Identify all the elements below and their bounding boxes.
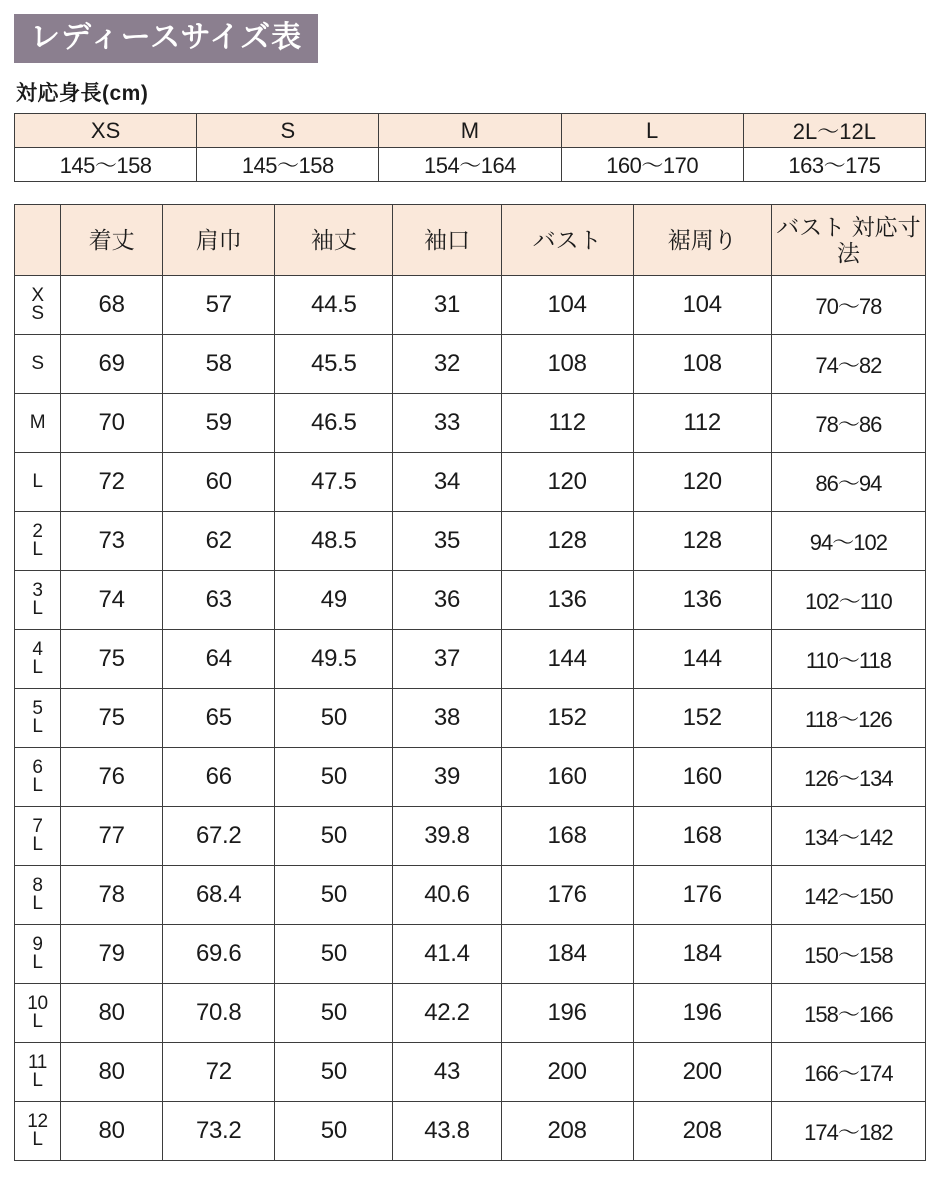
- row-header-size-line: 3: [32, 579, 43, 601]
- measurement-cell: 168: [501, 807, 633, 866]
- row-header-size: [15, 925, 61, 984]
- row-header-size-line: 6: [32, 756, 43, 778]
- page-title: レディースサイズ表: [14, 14, 318, 63]
- column-header-bust-fit: [771, 205, 925, 276]
- table-row: [15, 984, 926, 1043]
- row-header-size: [15, 984, 61, 1043]
- measurement-cell: 43.8: [393, 1102, 501, 1161]
- measurement-cell: 142〜150: [771, 866, 925, 925]
- row-header-size-line: L: [32, 834, 43, 855]
- column-header-bust-fit-line2: 対応寸法: [836, 213, 921, 266]
- measurement-cell: 35: [393, 512, 501, 571]
- row-header-size: [15, 807, 61, 866]
- row-header-size-line: L: [32, 1070, 43, 1091]
- measurement-cell: 62: [163, 512, 275, 571]
- measurement-cell: 74: [61, 571, 163, 630]
- row-header-size-line: 2: [32, 520, 43, 542]
- column-header-hem: 裾周り: [633, 205, 771, 276]
- measurement-cell: 65: [163, 689, 275, 748]
- table-header-row: [15, 205, 926, 276]
- table-row: [15, 453, 926, 512]
- row-header-size-line: 7: [32, 815, 43, 837]
- table-row: [15, 114, 926, 148]
- height-size-header: L: [561, 114, 743, 148]
- row-header-size: [15, 335, 61, 394]
- measurement-cell: 150〜158: [771, 925, 925, 984]
- measurement-cell: 50: [275, 1102, 393, 1161]
- column-header-length: 着丈: [61, 205, 163, 276]
- measurement-cell: 200: [501, 1043, 633, 1102]
- table-row: [15, 866, 926, 925]
- measurement-cell: 64: [163, 630, 275, 689]
- measurement-cell: 40.6: [393, 866, 501, 925]
- row-header-size-line: S: [31, 303, 44, 324]
- table-row: [15, 1043, 926, 1102]
- row-header-size-line: M: [29, 411, 46, 433]
- row-header-size: [15, 689, 61, 748]
- measurement-cell: 50: [275, 748, 393, 807]
- row-header-size-line: L: [32, 598, 43, 619]
- measurement-cell: 58: [163, 335, 275, 394]
- row-header-size-line: L: [32, 470, 43, 492]
- measurement-cell: 128: [633, 512, 771, 571]
- measurement-cell: 108: [501, 335, 633, 394]
- measurement-cell: 112: [633, 394, 771, 453]
- measurement-cell: 50: [275, 807, 393, 866]
- height-table: [14, 113, 926, 182]
- measurement-cell: 69: [61, 335, 163, 394]
- row-header-size-line: L: [32, 775, 43, 796]
- measurement-cell: 31: [393, 276, 501, 335]
- measurement-section: [14, 204, 926, 1161]
- table-row: [15, 276, 926, 335]
- measurement-cell: 73: [61, 512, 163, 571]
- measurement-cell: 74〜82: [771, 335, 925, 394]
- measurement-cell: 152: [633, 689, 771, 748]
- row-header-size: [15, 571, 61, 630]
- measurement-cell: 166〜174: [771, 1043, 925, 1102]
- table-row: [15, 925, 926, 984]
- measurement-cell: 34: [393, 453, 501, 512]
- height-section-label: 対応身長(cm): [16, 82, 149, 105]
- measurement-cell: 41.4: [393, 925, 501, 984]
- measurement-cell: 47.5: [275, 453, 393, 512]
- measurement-cell: 120: [633, 453, 771, 512]
- row-header-size: [15, 748, 61, 807]
- row-header-size-line: 12: [27, 1110, 48, 1132]
- measurement-cell: 46.5: [275, 394, 393, 453]
- measurement-cell: 60: [163, 453, 275, 512]
- measurement-cell: 45.5: [275, 335, 393, 394]
- measurement-cell: 104: [501, 276, 633, 335]
- height-range-cell: 154〜164: [379, 148, 561, 182]
- table-row: [15, 630, 926, 689]
- measurement-cell: 70.8: [163, 984, 275, 1043]
- measurement-cell: 79: [61, 925, 163, 984]
- measurement-cell: 208: [633, 1102, 771, 1161]
- measurement-cell: 67.2: [163, 807, 275, 866]
- measurement-cell: 152: [501, 689, 633, 748]
- measurement-cell: 104: [633, 276, 771, 335]
- height-range-cell: 145〜158: [15, 148, 197, 182]
- measurement-cell: 128: [501, 512, 633, 571]
- table-row: [15, 394, 926, 453]
- measurement-cell: 80: [61, 1102, 163, 1161]
- measurement-cell: 37: [393, 630, 501, 689]
- measurement-cell: 112: [501, 394, 633, 453]
- table-row: [15, 148, 926, 182]
- measurement-cell: 160: [501, 748, 633, 807]
- row-header-size-line: 8: [32, 874, 43, 896]
- measurement-cell: 118〜126: [771, 689, 925, 748]
- measurement-cell: 208: [501, 1102, 633, 1161]
- measurement-cell: 36: [393, 571, 501, 630]
- measurement-cell: 77: [61, 807, 163, 866]
- measurement-cell: 72: [163, 1043, 275, 1102]
- measurement-cell: 94〜102: [771, 512, 925, 571]
- measurement-cell: 50: [275, 1043, 393, 1102]
- column-header-shoulder: 肩巾: [163, 205, 275, 276]
- measurement-cell: 184: [501, 925, 633, 984]
- measurement-cell: 69.6: [163, 925, 275, 984]
- row-header-size-line: L: [32, 1129, 43, 1150]
- measurement-cell: 38: [393, 689, 501, 748]
- measurement-cell: 176: [633, 866, 771, 925]
- column-header-bust-fit-line1: バスト: [776, 213, 846, 240]
- measurement-cell: 144: [501, 630, 633, 689]
- measurement-cell: 184: [633, 925, 771, 984]
- measurement-cell: 32: [393, 335, 501, 394]
- measurement-cell: 144: [633, 630, 771, 689]
- table-row: [15, 1102, 926, 1161]
- measurement-cell: 42.2: [393, 984, 501, 1043]
- measurement-cell: 39: [393, 748, 501, 807]
- measurement-cell: 108: [633, 335, 771, 394]
- measurement-cell: 110〜118: [771, 630, 925, 689]
- measurement-cell: 63: [163, 571, 275, 630]
- table-row: [15, 689, 926, 748]
- column-header-sleeve-length: 袖丈: [275, 205, 393, 276]
- measurement-cell: 120: [501, 453, 633, 512]
- measurement-cell: 136: [633, 571, 771, 630]
- measurement-cell: 86〜94: [771, 453, 925, 512]
- measurement-cell: 160: [633, 748, 771, 807]
- measurement-cell: 43: [393, 1043, 501, 1102]
- measurement-cell: 33: [393, 394, 501, 453]
- measurement-cell: 59: [163, 394, 275, 453]
- row-header-size-line: 5: [32, 697, 43, 719]
- measurement-cell: 78〜86: [771, 394, 925, 453]
- measurement-cell: 196: [501, 984, 633, 1043]
- table-row: [15, 571, 926, 630]
- table-row: [15, 748, 926, 807]
- measurement-cell: 68: [61, 276, 163, 335]
- measurement-cell: 49: [275, 571, 393, 630]
- measurement-cell: 176: [501, 866, 633, 925]
- measurement-cell: 50: [275, 984, 393, 1043]
- row-header-size: [15, 394, 61, 453]
- measurement-cell: 76: [61, 748, 163, 807]
- row-header-size-line: L: [32, 952, 43, 973]
- measurement-cell: 78: [61, 866, 163, 925]
- measurement-cell: 80: [61, 984, 163, 1043]
- height-size-header: 2L〜12L: [743, 114, 925, 148]
- measurement-cell: 196: [633, 984, 771, 1043]
- row-header-size-line: L: [32, 657, 43, 678]
- measurement-cell: 50: [275, 866, 393, 925]
- measurement-cell: 136: [501, 571, 633, 630]
- height-size-header: M: [379, 114, 561, 148]
- height-size-header: XS: [15, 114, 197, 148]
- row-header-size-line: 4: [32, 638, 43, 660]
- measurement-cell: 126〜134: [771, 748, 925, 807]
- row-header-size: [15, 276, 61, 335]
- table-row: [15, 335, 926, 394]
- row-header-size: [15, 512, 61, 571]
- measurement-cell: 80: [61, 1043, 163, 1102]
- row-header-size: [15, 453, 61, 512]
- table-row: [15, 807, 926, 866]
- measurement-cell: 200: [633, 1043, 771, 1102]
- measurement-cell: 50: [275, 925, 393, 984]
- column-header-bust: バスト: [501, 205, 633, 276]
- measurement-cell: 70〜78: [771, 276, 925, 335]
- row-header-size-line: S: [31, 352, 44, 374]
- row-header-size: [15, 630, 61, 689]
- measurement-cell: 48.5: [275, 512, 393, 571]
- height-range-cell: 160〜170: [561, 148, 743, 182]
- height-range-cell: 145〜158: [197, 148, 379, 182]
- row-header-size-line: X: [31, 284, 44, 306]
- row-header-size-line: 10: [27, 992, 48, 1014]
- table-row: [15, 512, 926, 571]
- height-range-cell: 163〜175: [743, 148, 925, 182]
- row-header-size-line: L: [32, 893, 43, 914]
- measurement-cell: 158〜166: [771, 984, 925, 1043]
- measurement-table: [14, 204, 926, 1161]
- column-header-cuff: 袖口: [393, 205, 501, 276]
- measurement-cell: 39.8: [393, 807, 501, 866]
- row-header-size-line: L: [32, 716, 43, 737]
- row-header-size-line: 11: [27, 1051, 48, 1073]
- row-header-size: [15, 866, 61, 925]
- measurement-cell: 75: [61, 689, 163, 748]
- measurement-cell: 168: [633, 807, 771, 866]
- row-header-size-line: L: [32, 1011, 43, 1032]
- measurement-cell: 68.4: [163, 866, 275, 925]
- measurement-cell: 174〜182: [771, 1102, 925, 1161]
- measurement-cell: 49.5: [275, 630, 393, 689]
- measurement-cell: 57: [163, 276, 275, 335]
- measurement-cell: 44.5: [275, 276, 393, 335]
- measurement-cell: 66: [163, 748, 275, 807]
- row-header-size-line: L: [32, 539, 43, 560]
- corner-cell: [15, 205, 61, 276]
- row-header-size-line: 9: [32, 933, 43, 955]
- row-header-size: [15, 1043, 61, 1102]
- measurement-cell: 73.2: [163, 1102, 275, 1161]
- measurement-cell: 70: [61, 394, 163, 453]
- row-header-size: [15, 1102, 61, 1161]
- measurement-cell: 102〜110: [771, 571, 925, 630]
- measurement-cell: 72: [61, 453, 163, 512]
- height-size-header: S: [197, 114, 379, 148]
- measurement-cell: 134〜142: [771, 807, 925, 866]
- measurement-cell: 50: [275, 689, 393, 748]
- measurement-cell: 75: [61, 630, 163, 689]
